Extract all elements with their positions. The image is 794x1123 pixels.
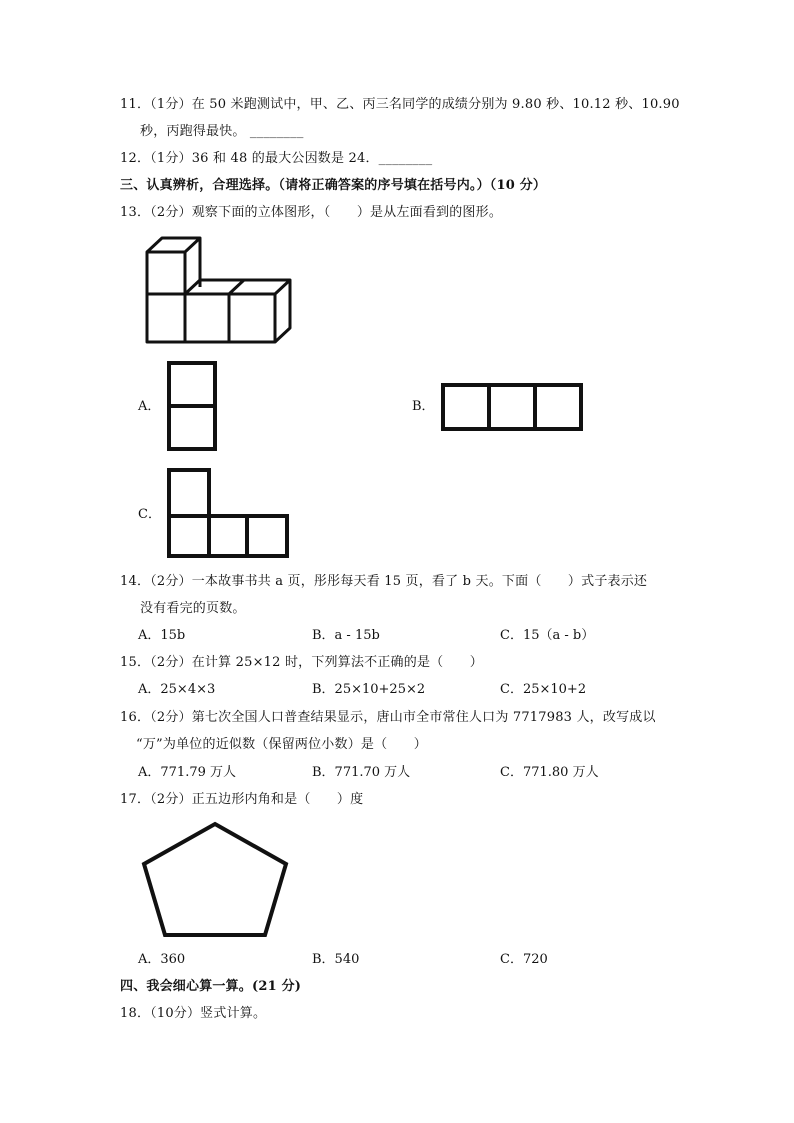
q16-line1: 16．（2分）第七次全国人口普查结果显示，唐山市全市常住人口为 7717983 人，改写成以 (120, 710, 656, 725)
q15-option-c: C．25×10+2 (500, 682, 587, 697)
q13-solid-figure (138, 232, 298, 347)
q13-option-b-figure (440, 382, 584, 432)
q17-option-b: B．540 (312, 952, 360, 967)
q13-option-a-label: A． (138, 399, 161, 414)
q16-option-a: A．771.79 万人 (138, 765, 237, 780)
q15-option-b: B．25×10+25×2 (312, 682, 426, 697)
q15-option-a: A．25×4×3 (138, 682, 216, 697)
q17-option-a: A．360 (138, 952, 186, 967)
q14-option-a: A．15b (138, 628, 186, 643)
q11-line2: 秒，丙跑得最快。 ________ (140, 124, 304, 139)
q13-option-c-label: C． (138, 507, 161, 522)
q13-option-a-figure (166, 360, 218, 452)
q12-text: 12．（1分）36 和 48 的最大公因数是 24．________ (120, 151, 433, 166)
q13-option-b-label: B． (412, 399, 435, 414)
q14-line2: 没有看完的页数。 (140, 601, 246, 616)
q13-option-c-figure (166, 467, 292, 559)
q14-option-b: B．a - 15b (312, 628, 380, 643)
q17-pentagon-figure (140, 820, 290, 940)
q11-line1: 11．（1分）在 50 米跑测试中，甲、乙、丙三名同学的成绩分别为 9.80 秒、10.12 秒、10.90 (120, 97, 680, 112)
q14-line1: 14．（2分）一本故事书共 a 页，彤彤每天看 15 页，看了 b 天。下面（ ）式子表示还 (120, 574, 648, 589)
q13-stem: 13．（2分）观察下面的立体图形，（ ）是从左面看到的图形。 (120, 205, 503, 220)
q17-stem: 17．（2分）正五边形内角和是（ ）度 (120, 792, 364, 807)
q18-stem: 18．（10分）竖式计算。 (120, 1006, 267, 1021)
q17-option-c: C．720 (500, 952, 548, 967)
q16-line2: “万”为单位的近似数（保留两位小数）是（ ） (136, 737, 427, 752)
q14-option-c: C．15（a - b） (500, 628, 595, 643)
q16-option-b: B．771.70 万人 (312, 765, 411, 780)
section4-title: 四、我会细心算一算。(21 分) (120, 979, 302, 994)
q16-option-c: C．771.80 万人 (500, 765, 599, 780)
section3-title: 三、认真辨析，合理选择。（请将正确答案的序号填在括号内。）（10 分） (120, 178, 547, 193)
q15-stem: 15．（2分）在计算 25×12 时，下列算法不正确的是（ ） (120, 655, 483, 670)
